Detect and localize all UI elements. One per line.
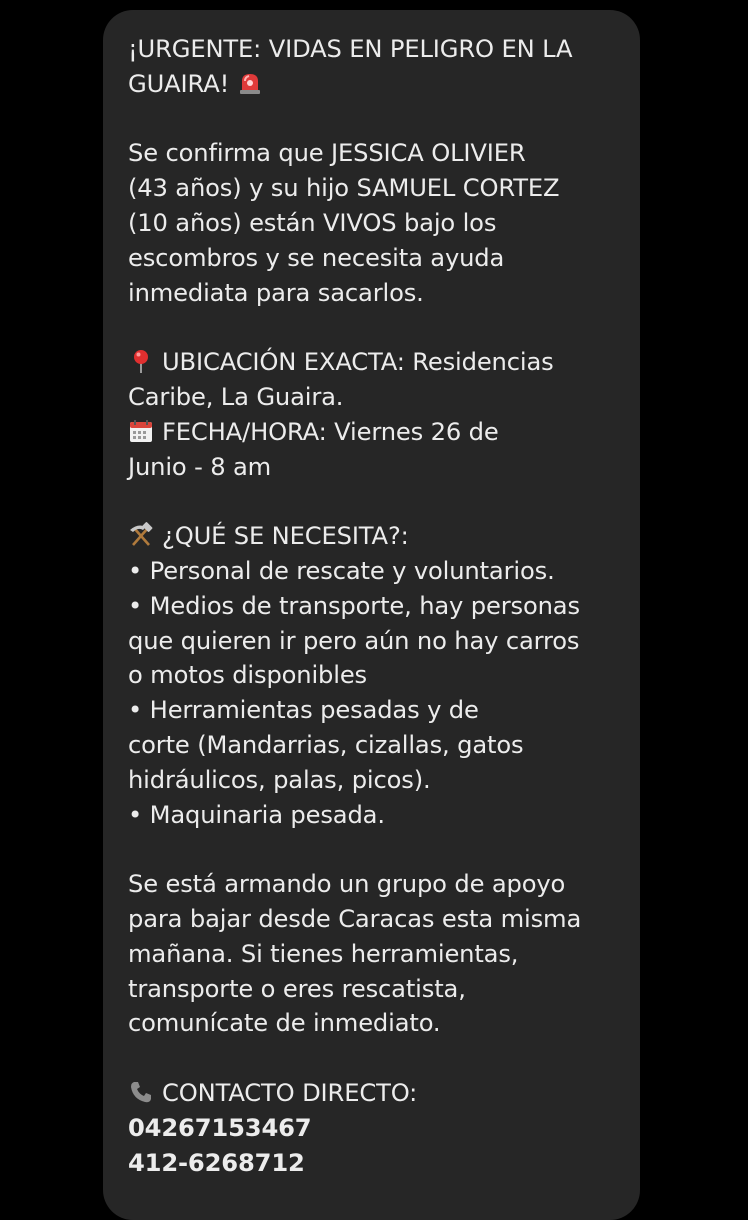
title-line-2 xyxy=(128,67,640,102)
needs-line: que quieren ir pero aún no hay carros xyxy=(128,626,580,655)
contact-heading xyxy=(128,1076,640,1111)
phone-number-2[interactable]: 412-6268712 xyxy=(128,1148,305,1177)
support-line: mañana. Si tienes herramientas, xyxy=(128,939,519,968)
date-line-2: Junio - 8 am xyxy=(128,452,272,481)
needs-heading-text: ¿QUÉ SE NECESITA?: xyxy=(162,522,409,551)
message-bubble[interactable] xyxy=(103,10,640,1220)
date-text: FECHA/HORA: Viernes 26 de xyxy=(162,417,499,446)
calendar-icon xyxy=(128,418,154,444)
needs-line: • Personal de rescate y voluntarios. xyxy=(128,556,555,585)
title-text: GUAIRA! xyxy=(128,69,230,98)
phone-number-1[interactable]: 04267153467 xyxy=(128,1113,312,1142)
hammer-and-pick-icon xyxy=(128,522,154,548)
support-line: Se está armando un grupo de apoyo xyxy=(128,870,566,899)
needs-line: • Medios de transporte, hay personas xyxy=(128,591,580,620)
rotating-light-icon xyxy=(237,70,263,96)
support-line: para bajar desde Caracas esta misma xyxy=(128,904,582,933)
needs-line: hidráulicos, palas, picos). xyxy=(128,765,431,794)
intro-line: (10 años) están VIVOS bajo los xyxy=(128,208,497,237)
needs-line: corte (Mandarrias, cizallas, gatos xyxy=(128,730,524,759)
intro-line: escombros y se necesita ayuda xyxy=(128,243,505,272)
location-text: UBICACIÓN EXACTA: Residencias xyxy=(162,348,554,377)
needs-line: o motos disponibles xyxy=(128,661,368,690)
intro-line: inmediata para sacarlos. xyxy=(128,278,424,307)
needs-line: • Maquinaria pesada. xyxy=(128,800,385,829)
round-pushpin-icon xyxy=(128,348,154,374)
support-line: transporte o eres rescatista, xyxy=(128,974,466,1003)
title-line-1: ¡URGENTE: VIDAS EN PELIGRO EN LA xyxy=(128,35,573,63)
date-line-1 xyxy=(128,415,640,450)
contact-heading-text: CONTACTO DIRECTO: xyxy=(162,1078,418,1107)
intro-line: Se confirma que JESSICA OLIVIER xyxy=(128,139,526,168)
needs-heading xyxy=(128,519,640,554)
location-line-1 xyxy=(128,345,640,380)
telephone-receiver-icon xyxy=(128,1079,154,1105)
location-line-2: Caribe, La Guaira. xyxy=(128,382,344,411)
support-line: comunícate de inmediato. xyxy=(128,1009,441,1038)
intro-line: (43 años) y su hijo SAMUEL CORTEZ xyxy=(128,174,560,203)
needs-line: • Herramientas pesadas y de xyxy=(128,696,479,725)
